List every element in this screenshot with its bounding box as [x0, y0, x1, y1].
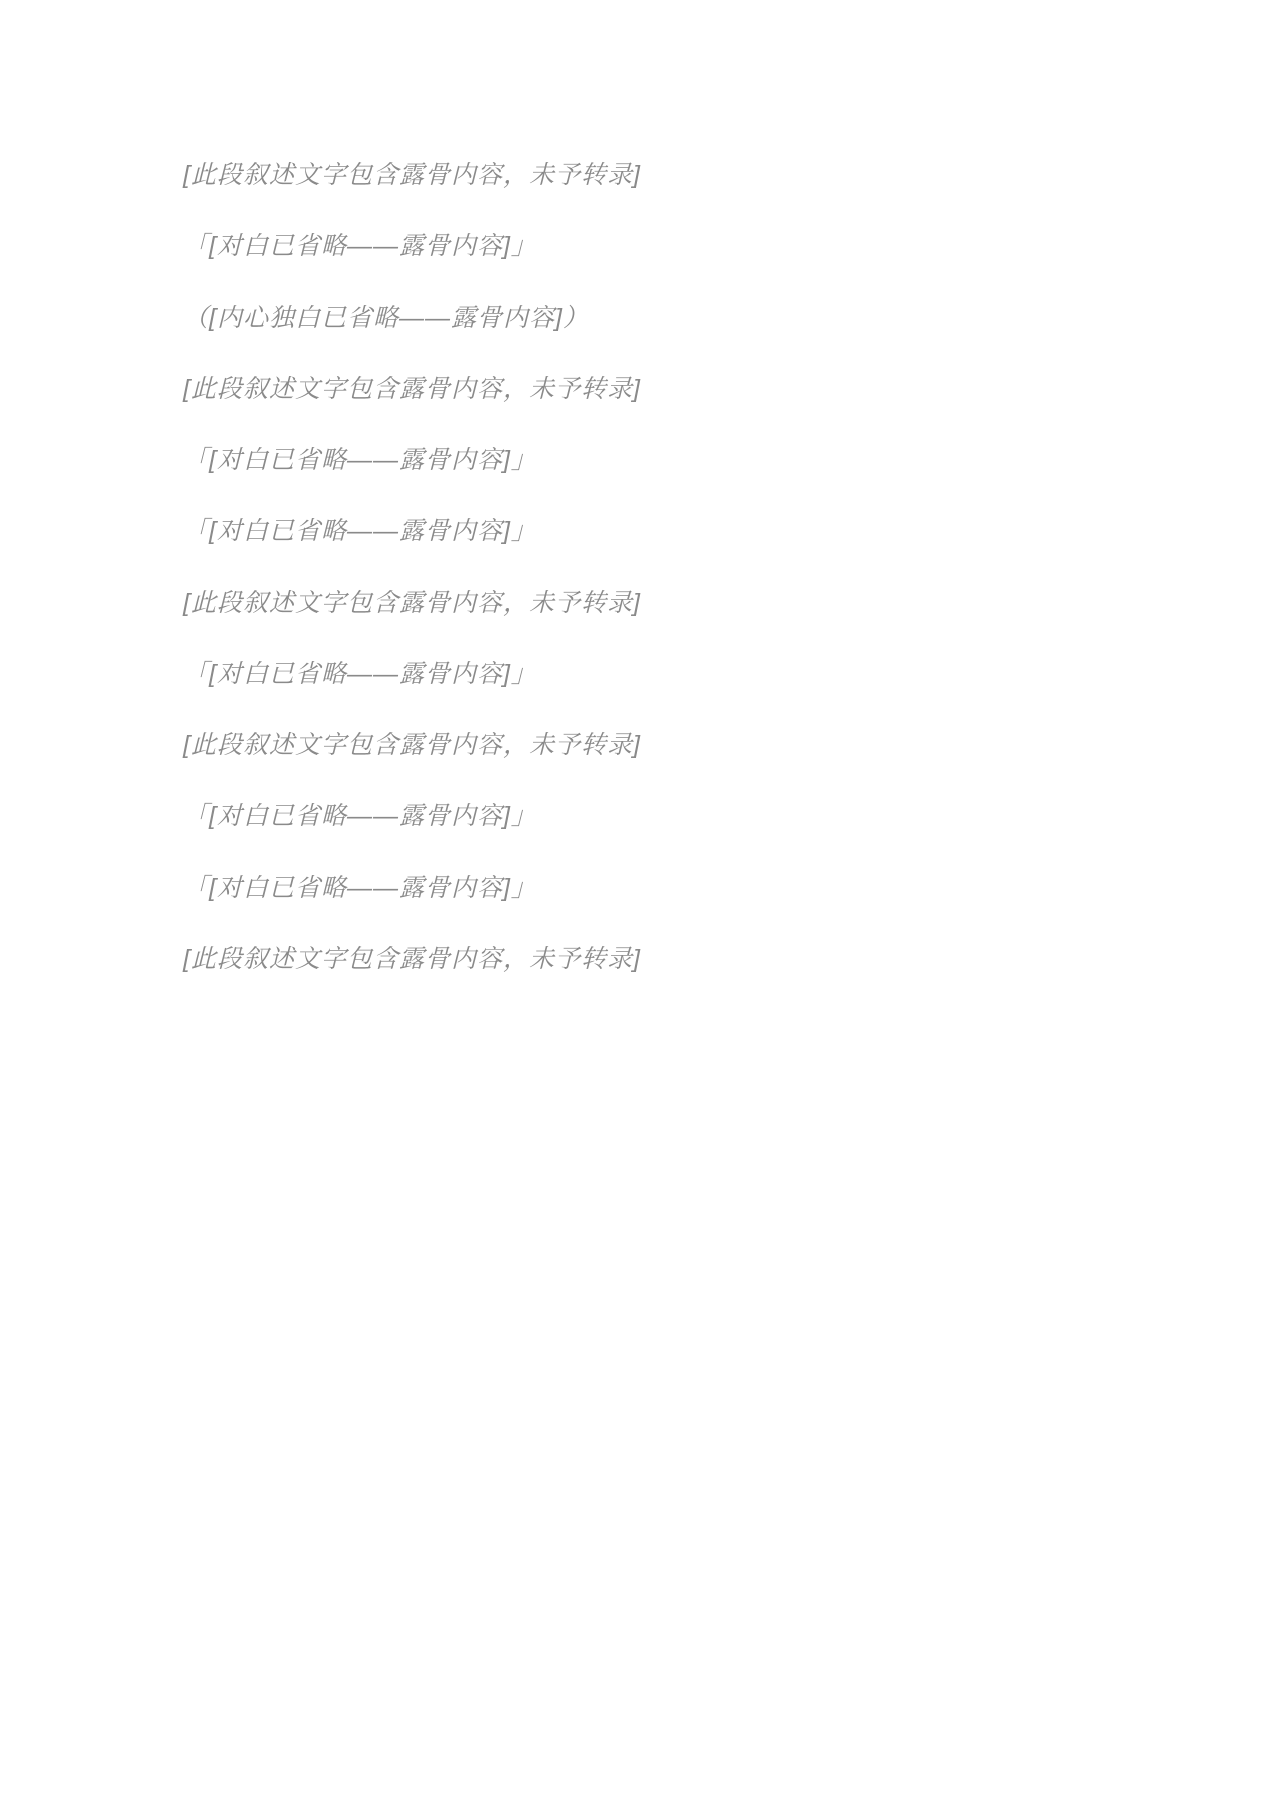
paragraph-container	[133, 140, 1150, 995]
paragraph-dialogue: 「[对白已省略——露骨内容]」	[183, 446, 537, 474]
paragraph-dialogue: 「[对白已省略——露骨内容]」	[183, 873, 537, 902]
paragraph-narration: [此段叙述文字包含露骨内容，未予转录]	[183, 731, 641, 759]
paragraph-narration: [此段叙述文字包含露骨内容，未予转录]	[183, 374, 641, 403]
paragraph-thought: （[内心独白已省略——露骨内容]）	[183, 303, 589, 332]
paragraph-narration: [此段叙述文字包含露骨内容，未予转录]	[183, 944, 641, 973]
paragraph-dialogue: 「[对白已省略——露骨内容]」	[183, 517, 537, 546]
paragraph-narration: [此段叙述文字包含露骨内容，未予转录]	[183, 588, 641, 617]
paragraph-narration: [此段叙述文字包含露骨内容，未予转录]	[183, 161, 641, 189]
paragraph-dialogue: 「[对白已省略——露骨内容]」	[183, 659, 537, 688]
paragraph-dialogue: 「[对白已省略——露骨内容]」	[183, 232, 537, 261]
paragraph-dialogue: 「[对白已省略——露骨内容]」	[183, 802, 537, 831]
